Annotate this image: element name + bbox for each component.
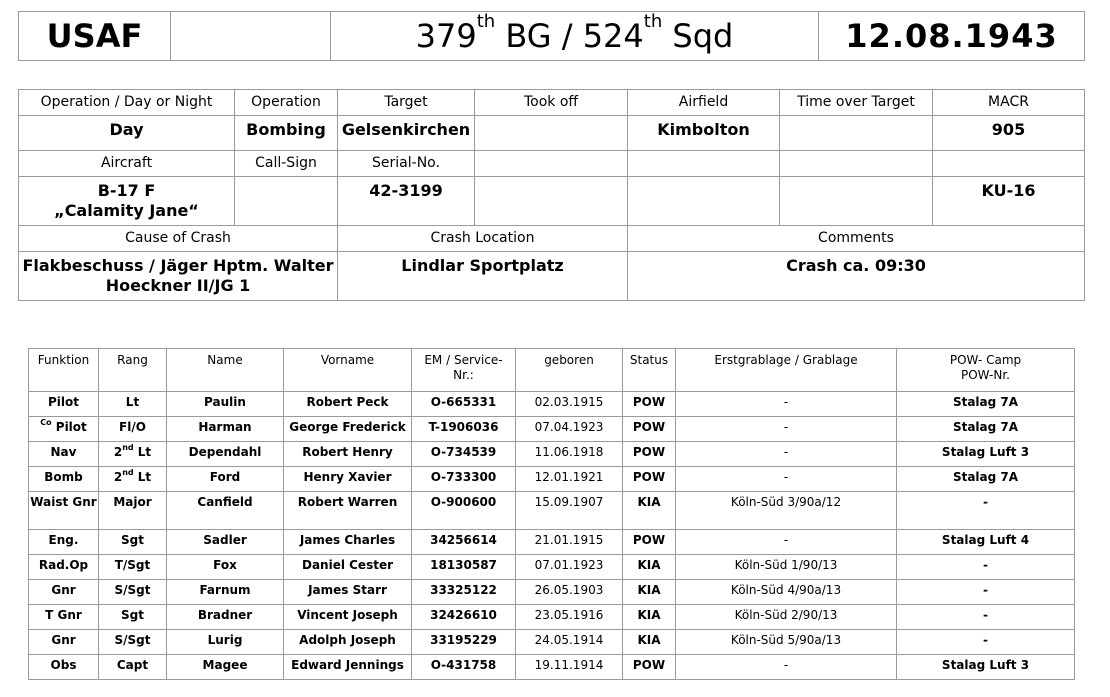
crew-vorname: Vincent Joseph — [284, 605, 412, 630]
value-target: Gelsenkirchen — [338, 116, 475, 151]
label-macr: MACR — [933, 90, 1085, 116]
funktion-text: Obs — [50, 658, 77, 672]
value-day-night: Day — [19, 116, 235, 151]
crew-funktion — [29, 555, 99, 580]
crew-service-nr: 33325122 — [412, 580, 516, 605]
aircraft-type: B-17 F — [97, 181, 156, 200]
rang-text: S/Sgt — [114, 633, 151, 647]
value-operation: Bombing — [235, 116, 338, 151]
crew-grablage: Köln-Süd 5/90a/13 — [676, 630, 897, 655]
crew-status: KIA — [623, 580, 676, 605]
value-crash-location: Lindlar Sportplatz — [338, 252, 628, 301]
crew-vorname: Robert Henry — [284, 442, 412, 467]
funktion-text: Bomb — [44, 470, 83, 484]
crew-pow-camp: - — [897, 580, 1075, 605]
rang-text: Sgt — [121, 533, 144, 547]
table-row — [29, 555, 1075, 580]
rang-text: Lt — [133, 470, 152, 484]
funktion-text: Gnr — [51, 633, 76, 647]
service-nr-line-1: EM / Service- — [424, 353, 503, 367]
crew-service-nr: 34256614 — [412, 530, 516, 555]
squadron-suffix: th — [643, 11, 663, 32]
blank-cell — [475, 177, 628, 226]
label-took-off: Took off — [475, 90, 628, 116]
crew-vorname: Henry Xavier — [284, 467, 412, 492]
value-aircraft-code: KU-16 — [933, 177, 1085, 226]
col-header-vorname: Vorname — [284, 349, 412, 392]
pow-camp-line-2: POW-Nr. — [960, 368, 1010, 382]
crew-status: POW — [623, 392, 676, 417]
table-row — [29, 417, 1075, 442]
crew-status: POW — [623, 530, 676, 555]
col-header-pow-camp — [897, 349, 1075, 392]
rang-suffix: nd — [122, 443, 134, 452]
funktion-text: Gnr — [51, 583, 76, 597]
crew-grablage: - — [676, 392, 897, 417]
crew-status: POW — [623, 655, 676, 680]
crew-rang — [99, 655, 167, 680]
rang-text: T/Sgt — [114, 558, 151, 572]
crew-rows — [29, 392, 1075, 680]
crew-pow-camp: Stalag Luft 3 — [897, 655, 1075, 680]
crew-pow-camp: Stalag Luft 3 — [897, 442, 1075, 467]
crew-vorname: George Frederick — [284, 417, 412, 442]
service-nr-line-2: Nr.: — [453, 368, 474, 382]
funktion-text: Pilot — [47, 395, 79, 409]
crew-name: Harman — [167, 417, 284, 442]
crew-funktion — [29, 442, 99, 467]
label-comments: Comments — [628, 226, 1085, 252]
crew-rang — [99, 630, 167, 655]
value-call-sign — [235, 177, 338, 226]
col-header-geboren: geboren — [516, 349, 623, 392]
col-header-rang: Rang — [99, 349, 167, 392]
crew-pow-camp: - — [897, 492, 1075, 530]
value-serial-no: 42-3199 — [338, 177, 475, 226]
table-row — [29, 580, 1075, 605]
crew-name: Magee — [167, 655, 284, 680]
crew-funktion — [29, 467, 99, 492]
group-label: BG / — [495, 17, 583, 55]
squadron-number: 524 — [582, 17, 644, 55]
crew-geboren: 07.01.1923 — [516, 555, 623, 580]
crew-geboren: 02.03.1915 — [516, 392, 623, 417]
crew-funktion — [29, 580, 99, 605]
crew-vorname: Edward Jennings — [284, 655, 412, 680]
crew-status: KIA — [623, 630, 676, 655]
label-crash-location: Crash Location — [338, 226, 628, 252]
label-target: Target — [338, 90, 475, 116]
crew-service-nr: O-431758 — [412, 655, 516, 680]
rang-text: Major — [113, 495, 152, 509]
crew-pow-camp: - — [897, 630, 1075, 655]
value-aircraft — [19, 177, 235, 226]
crew-name: Canfield — [167, 492, 284, 530]
crew-rang — [99, 555, 167, 580]
value-macr: 905 — [933, 116, 1085, 151]
crew-grablage: Köln-Süd 1/90/13 — [676, 555, 897, 580]
crew-geboren: 11.06.1918 — [516, 442, 623, 467]
label-call-sign: Call-Sign — [235, 151, 338, 177]
crew-vorname: Robert Peck — [284, 392, 412, 417]
crew-table — [28, 348, 1075, 680]
cause-line-1: Flakbeschuss / Jäger Hptm. Walter — [22, 256, 334, 275]
label-operation: Operation — [235, 90, 338, 116]
label-aircraft: Aircraft — [19, 151, 235, 177]
rang-text: Fl/O — [119, 420, 146, 434]
crew-service-nr: O-665331 — [412, 392, 516, 417]
crew-grablage: Köln-Süd 4/90a/13 — [676, 580, 897, 605]
crew-service-nr: O-734539 — [412, 442, 516, 467]
crew-geboren: 26.05.1903 — [516, 580, 623, 605]
blank-cell — [475, 151, 628, 177]
table-row — [29, 392, 1075, 417]
aircraft-nickname: „Calamity Jane“ — [54, 201, 199, 220]
crew-pow-camp: Stalag 7A — [897, 392, 1075, 417]
table-row — [29, 530, 1075, 555]
table-row — [29, 442, 1075, 467]
crew-geboren: 15.09.1907 — [516, 492, 623, 530]
crew-service-nr: 33195229 — [412, 630, 516, 655]
rang-text: Lt — [133, 445, 152, 459]
crew-vorname: Daniel Cester — [284, 555, 412, 580]
funktion-text: T Gnr — [45, 608, 82, 622]
crew-funktion — [29, 655, 99, 680]
crew-rang — [99, 580, 167, 605]
crew-service-nr: 18130587 — [412, 555, 516, 580]
label-cause-of-crash: Cause of Crash — [19, 226, 338, 252]
cause-line-2: Hoeckner II/JG 1 — [105, 276, 251, 295]
mission-info-table — [18, 89, 1085, 301]
crew-grablage: Köln-Süd 3/90a/12 — [676, 492, 897, 530]
crew-status: KIA — [623, 555, 676, 580]
crew-funktion — [29, 530, 99, 555]
unit-title — [331, 12, 819, 61]
rang-text: Capt — [116, 658, 149, 672]
rang-text: S/Sgt — [114, 583, 151, 597]
crew-pow-camp: Stalag 7A — [897, 467, 1075, 492]
crew-name: Dependahl — [167, 442, 284, 467]
crew-rang — [99, 530, 167, 555]
crew-service-nr: O-900600 — [412, 492, 516, 530]
crew-geboren: 07.04.1923 — [516, 417, 623, 442]
rang-text: Lt — [125, 395, 140, 409]
crew-rang — [99, 467, 167, 492]
crew-status: POW — [623, 417, 676, 442]
col-header-name: Name — [167, 349, 284, 392]
mission-date: 12.08.1943 — [819, 12, 1085, 61]
col-header-status: Status — [623, 349, 676, 392]
rang-suffix: nd — [122, 468, 134, 477]
crew-service-nr: O-733300 — [412, 467, 516, 492]
funktion-prefix: Co — [40, 418, 52, 427]
label-airfield: Airfield — [628, 90, 780, 116]
squadron-label: Sqd — [662, 17, 734, 55]
blank-cell — [628, 151, 780, 177]
crew-rang — [99, 605, 167, 630]
crew-name: Lurig — [167, 630, 284, 655]
crew-status: KIA — [623, 492, 676, 530]
table-row — [29, 630, 1075, 655]
blank-cell — [780, 177, 933, 226]
crew-grablage: - — [676, 442, 897, 467]
group-number: 379 — [415, 17, 477, 55]
crew-grablage: - — [676, 530, 897, 555]
crew-name: Paulin — [167, 392, 284, 417]
blank-cell — [780, 151, 933, 177]
crew-grablage: - — [676, 417, 897, 442]
crew-rang — [99, 417, 167, 442]
rang-prefix: 2 — [113, 470, 123, 484]
pow-camp-line-1: POW- Camp — [949, 353, 1022, 367]
col-header-grablage: Erstgrablage / Grablage — [676, 349, 897, 392]
crew-rang — [99, 442, 167, 467]
crew-pow-camp: Stalag 7A — [897, 417, 1075, 442]
crew-name: Fox — [167, 555, 284, 580]
col-header-funktion: Funktion — [29, 349, 99, 392]
crew-funktion — [29, 417, 99, 442]
crew-name: Bradner — [167, 605, 284, 630]
value-comments: Crash ca. 09:30 — [628, 252, 1085, 301]
table-row — [29, 655, 1075, 680]
funktion-text: Pilot — [51, 420, 87, 434]
crew-pow-camp: - — [897, 605, 1075, 630]
crew-name: Ford — [167, 467, 284, 492]
crew-pow-camp: Stalag Luft 4 — [897, 530, 1075, 555]
value-airfield: Kimbolton — [628, 116, 780, 151]
funktion-text: Eng. — [48, 533, 79, 547]
crew-geboren: 19.11.1914 — [516, 655, 623, 680]
crew-vorname: James Charles — [284, 530, 412, 555]
blank-cell — [628, 177, 780, 226]
table-row — [29, 467, 1075, 492]
col-header-service-nr — [412, 349, 516, 392]
group-suffix: th — [476, 11, 496, 32]
rang-prefix: 2 — [113, 445, 123, 459]
value-took-off — [475, 116, 628, 151]
funktion-text: Rad.Op — [38, 558, 89, 572]
crew-grablage: Köln-Süd 2/90/13 — [676, 605, 897, 630]
crew-name: Sadler — [167, 530, 284, 555]
crew-funktion — [29, 492, 99, 530]
crew-service-nr: 32426610 — [412, 605, 516, 630]
crew-funktion — [29, 392, 99, 417]
force-label: USAF — [19, 12, 171, 61]
crew-service-nr: T-1906036 — [412, 417, 516, 442]
crew-pow-camp: - — [897, 555, 1075, 580]
label-serial-no: Serial-No. — [338, 151, 475, 177]
crew-vorname: Adolph Joseph — [284, 630, 412, 655]
header-blank-cell — [171, 12, 331, 61]
blank-cell — [933, 151, 1085, 177]
rang-text: Sgt — [121, 608, 144, 622]
label-time-over-target: Time over Target — [780, 90, 933, 116]
crew-funktion — [29, 605, 99, 630]
value-cause-of-crash — [19, 252, 338, 301]
crew-rang — [99, 392, 167, 417]
crew-rang — [99, 492, 167, 530]
crew-geboren: 24.05.1914 — [516, 630, 623, 655]
funktion-text: Waist Gnr — [30, 495, 97, 509]
crew-grablage: - — [676, 655, 897, 680]
crew-status: POW — [623, 442, 676, 467]
header-table — [18, 11, 1085, 61]
crew-status: POW — [623, 467, 676, 492]
crew-name: Farnum — [167, 580, 284, 605]
table-row — [29, 605, 1075, 630]
crew-vorname: James Starr — [284, 580, 412, 605]
table-row — [29, 492, 1075, 530]
crew-grablage: - — [676, 467, 897, 492]
crew-geboren: 21.01.1915 — [516, 530, 623, 555]
value-time-over-target — [780, 116, 933, 151]
crew-geboren: 23.05.1916 — [516, 605, 623, 630]
crew-vorname: Robert Warren — [284, 492, 412, 530]
funktion-text: Nav — [50, 445, 77, 459]
crew-geboren: 12.01.1921 — [516, 467, 623, 492]
crew-status: KIA — [623, 605, 676, 630]
label-operation-day-night: Operation / Day or Night — [19, 90, 235, 116]
crew-funktion — [29, 630, 99, 655]
